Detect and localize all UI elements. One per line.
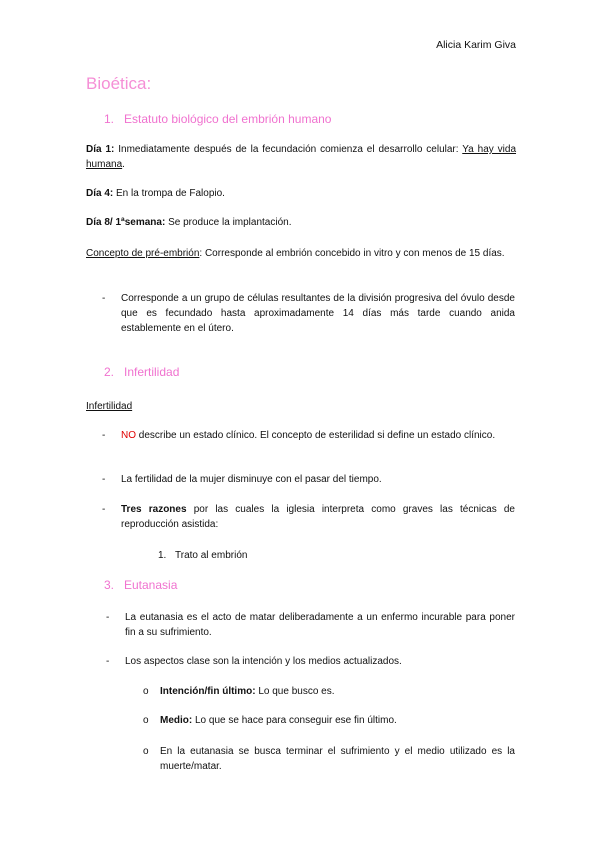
dia1-end: . — [122, 159, 125, 170]
sub-item-rest: Lo que busco es. — [255, 686, 335, 697]
bold-phrase: Tres razones — [121, 504, 187, 515]
bullet-text — [121, 502, 515, 532]
circle-marker: o — [143, 746, 149, 757]
page-title: Bioética: — [86, 74, 152, 93]
section-heading-2 — [104, 365, 179, 380]
paragraph-concept — [86, 246, 516, 261]
list-item — [103, 472, 515, 487]
dia1-text: Inmediatamente después de la fecundación comienza el desarrollo celular: — [114, 144, 463, 155]
bullet-text: Corresponde a un grupo de células resultantes de la división progresiva del óvulo desde que es fecundado hasta aproximadamente 14 días más tarde cuando anida establemente en el útero. — [121, 293, 515, 334]
paragraph-dia4 — [86, 186, 516, 201]
bullet-text: La fertilidad de la mujer disminuye con el pasar del tiempo. — [121, 474, 382, 485]
bold-phrase: Intención/fin último: — [160, 686, 256, 697]
section-title: Infertilidad — [124, 365, 180, 379]
list-item — [107, 654, 515, 669]
dia4-label: Día 4: — [86, 188, 114, 199]
subheading-infertilidad: Infertilidad — [86, 401, 133, 412]
bold-phrase: Medio: — [160, 715, 193, 726]
sub-item-text — [160, 684, 515, 699]
dia8-text: Se produce la implantación. — [165, 217, 292, 228]
dash-marker: - — [106, 612, 110, 623]
list-item — [107, 610, 515, 640]
sub-list-item — [143, 744, 515, 774]
sub-list-item — [143, 684, 515, 699]
sub-item-text: En la eutanasia se busca terminar el sufrimiento y el medio utilizado es la muerte/matar. — [160, 746, 515, 772]
dash-marker: - — [102, 474, 106, 485]
concept-label: Concepto de pré-embrión — [86, 248, 200, 259]
numbered-item — [158, 548, 247, 563]
section-number: 3. — [104, 578, 115, 592]
dia1-label: Día 1: — [86, 144, 115, 155]
dash-marker: - — [102, 430, 106, 441]
no-emphasis: NO — [121, 430, 136, 441]
item-text: Trato al embrión — [175, 550, 248, 561]
section-title: Eutanasia — [124, 578, 178, 592]
bullet-rest: por las cuales la iglesia interpreta como graves las técnicas de reproducción asistida: — [121, 504, 515, 530]
dash-marker: - — [106, 656, 110, 667]
bullet-text — [121, 428, 515, 443]
paragraph-dia1 — [86, 142, 516, 172]
sub-item-rest: Lo que se hace para conseguir ese fin último. — [192, 715, 397, 726]
section-number: 2. — [104, 365, 115, 379]
concept-text: : Corresponde al embrión concebido in vitro y con menos de 15 días. — [199, 248, 505, 259]
paragraph-dia8 — [86, 215, 516, 230]
list-item — [103, 428, 515, 443]
list-item — [103, 291, 515, 336]
circle-marker: o — [143, 686, 149, 697]
sub-list-item — [143, 713, 515, 728]
dash-marker: - — [102, 504, 106, 515]
sub-item-text — [160, 713, 515, 728]
circle-marker: o — [143, 715, 149, 726]
bullet-text: La eutanasia es el acto de matar deliberadamente a un enfermo incurable para poner fin a su sufrimiento. — [125, 612, 515, 638]
author-name: Alicia Karim Giva — [436, 39, 516, 51]
section-heading-1 — [104, 112, 331, 127]
dash-marker: - — [102, 293, 106, 304]
section-heading-3 — [104, 578, 177, 593]
dia8-label: Día 8/ 1ªsemana: — [86, 217, 166, 228]
section-title: Estatuto biológico del embrión humano — [124, 112, 332, 126]
list-item — [103, 502, 515, 532]
bullet-rest: describe un estado clínico. El concepto de esterilidad si define un estado clínico. — [136, 430, 496, 441]
item-number: 1. — [158, 550, 167, 561]
dia4-text: En la trompa de Falopio. — [113, 188, 225, 199]
dia1-underlined: Ya hay vida humana — [86, 144, 517, 170]
section-number: 1. — [104, 112, 115, 126]
bullet-text: Los aspectos clase son la intención y los medios actualizados. — [125, 656, 402, 667]
